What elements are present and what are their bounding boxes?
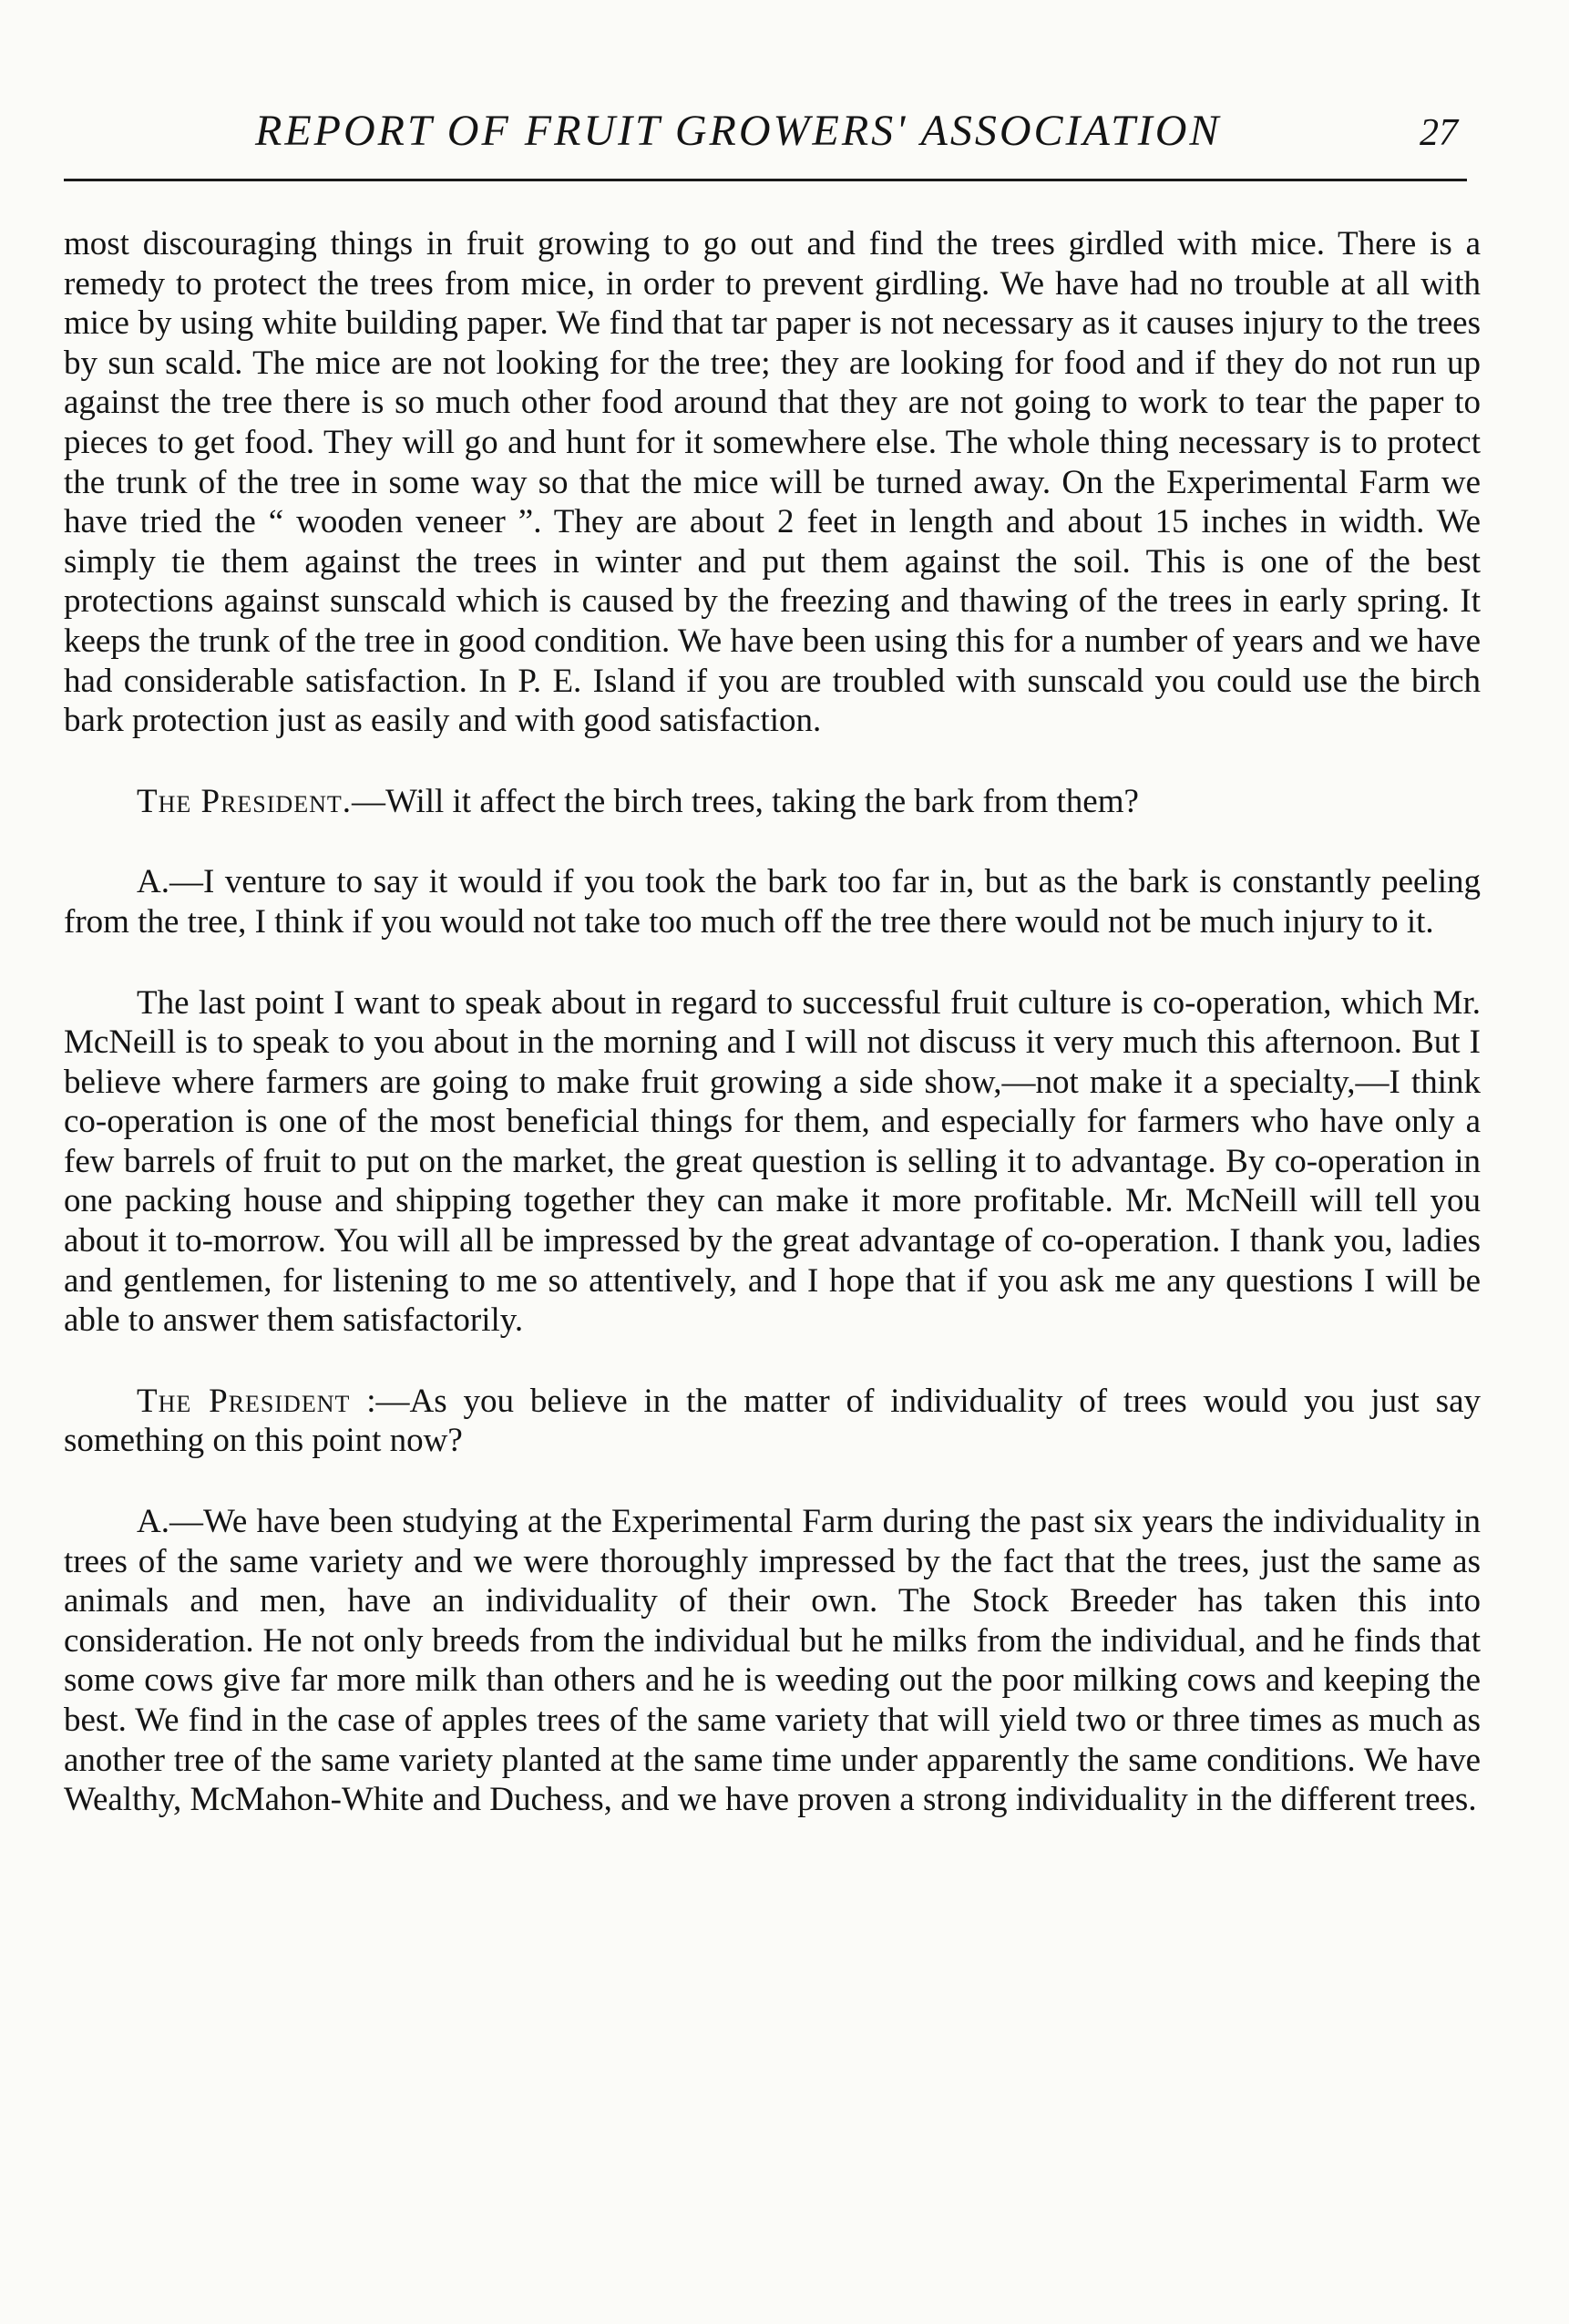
paragraph-3: [64, 862, 1481, 941]
body-text: [64, 224, 1481, 1820]
paragraph-1-text: most discouraging things in fruit growing to go out and find the trees girdled with mice. There is a remedy to protect the trees from mice, in order to prevent girdling. We have had no trouble at all with mice by using white building paper. We find that tar paper is not necessary as it causes injury to the trees by sun scald. The mice are not looking for the tree; they are looking for food and if they do not run up against the tree there is so much other food around that they are not going to work to tear the paper to pieces to get food. They will go and hunt for it somewhere else. The whole thing necessary is to protect the trunk of the tree in some way so that the mice will be turned away. On the Experimental Farm we have tried the “ wooden veneer ”. They are about 2 feet in length and about 15 inches in width. We simply tie them against the trees in winter and put them against the soil. This is one of the best protections against sunscald which is caused by the freezing and thawing of the trees in early spring. It keeps the trunk of the tree in good condition. We have been using this for a number of years and we have had considerable satisfaction. In P. E. Island if you are troubled with sunscald you could use the birch bark protection just as easily and with good satisfaction.: [64, 225, 1481, 740]
page-number: 27: [1420, 112, 1458, 154]
paragraph-5: [64, 1382, 1481, 1461]
running-header: [64, 98, 1467, 162]
header-divider: [64, 179, 1467, 181]
speaker-label: The President: [137, 1382, 351, 1420]
paragraph-2: [64, 782, 1481, 822]
paragraph-6: [64, 1502, 1481, 1820]
speaker-label: The President.: [137, 782, 352, 820]
header-title: REPORT OF FRUIT GROWERS' ASSOCIATION: [255, 107, 1222, 155]
paragraph-3-text: A.—I venture to say it would if you took the bark too far in, but as the bark is constantly peeling from the tree, I think if you would not take too much off the tree there would not be much injury to it.: [64, 863, 1481, 941]
paragraph-5-text: :—As you believe in the matter of individuality of trees would you just say something on this point now?: [64, 1382, 1481, 1460]
paragraph-2-text: —Will it affect the birch trees, taking the bark from them?: [352, 782, 1139, 820]
paragraph-4-text: The last point I want to speak about in regard to successful fruit culture is co-operation, which Mr. McNeill is to speak to you about in the morning and I will not discuss it very much this afternoon. But I believe where farmers are going to make fruit growing a side show,—not make it a specialty,—I think co-operation is one of the most beneficial things for them, and especially for farmers who have only a few barrels of fruit to put on the market, the great question is selling it to advantage. By co-operation in one packing house and shipping together they can make it more profitable. Mr. McNeill will tell you about it to-morrow. You will all be impressed by the great advantage of co-operation. I thank you, ladies and gentlemen, for listening to me so attentively, and I hope that if you ask me any questions I will be able to answer them satisfactorily.: [64, 983, 1481, 1340]
paragraph-6-text: A.—We have been studying at the Experimental Farm during the past six years the individuality in trees of the same variety and we were thoroughly impressed by the fact that the trees, just the same as animals and men, have an individuality of their own. The Stock Breeder has taken this into consideration. He not only breeds from the individual but he milks from the individual, and he finds that some cows give far more milk than others and he is weeding out the poor milking cows and keeping the best. We find in the case of apples trees of the same variety that will yield two or three times as much as another tree of the same variety planted at the same time under apparently the same conditions. We have Wealthy, McMahon-White and Duchess, and we have proven a strong individuality in the different trees.: [64, 1503, 1481, 1819]
paragraph-1: [64, 224, 1481, 741]
paragraph-4: [64, 983, 1481, 1341]
